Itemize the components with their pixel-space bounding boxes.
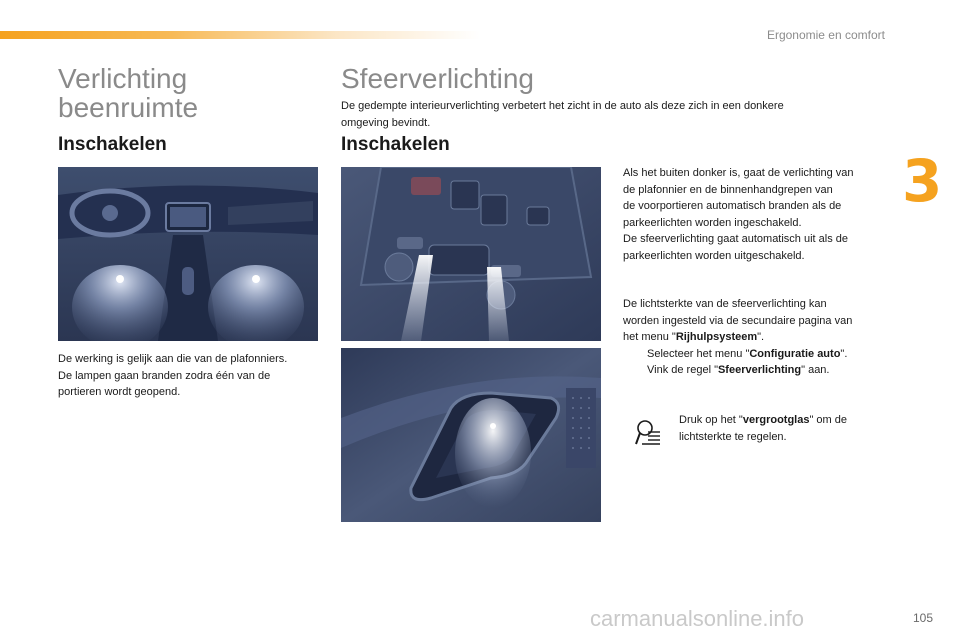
left-caption	[58, 351, 287, 401]
instruction-bullet: Selecteer het menu "Configuratie auto".	[647, 347, 848, 360]
door-handle-illustration	[341, 348, 601, 522]
left-caption-line: De lampen gaan branden zodra één van de	[58, 369, 271, 382]
ceiling-light-illustration	[341, 167, 601, 341]
right-subtitle: Inschakelen	[341, 134, 450, 155]
right-para1-line: De sfeerverlichting gaat automatisch uit als de	[623, 233, 849, 245]
tip-line1: Druk op het "vergrootglas" om de	[679, 414, 848, 426]
page-number: 105	[913, 611, 934, 625]
watermark: carmanualsonline.info	[590, 606, 805, 631]
left-title-line2: beenruimte	[58, 92, 199, 123]
footwell-photo	[58, 167, 318, 341]
right-title: Sfeerverlichting	[341, 63, 534, 94]
section-label: Ergonomie en comfort	[766, 28, 885, 42]
right-intro-line: omgeving bevindt.	[341, 116, 431, 129]
right-para2	[623, 296, 852, 379]
tip-bold: vergrootglas	[742, 414, 810, 426]
right-intro-line: De gedempte interieurverlichting verbetert het zicht in de auto als deze zich in een donkere	[341, 100, 784, 112]
menu-name-bold: Rijhulpsysteem	[675, 331, 758, 343]
right-para1-line: Als het buiten donker is, gaat de verlichting van	[623, 167, 854, 179]
instruction-bullet: Vink de regel "Sfeerverlichting" aan.	[647, 364, 830, 376]
right-para2-menu-line: het menu "Rijhulpsysteem".	[623, 331, 765, 343]
left-subtitle: Inschakelen	[58, 134, 167, 155]
right-para1-line: de plafonnier en de binnenhandgrepen van	[623, 183, 833, 196]
right-intro	[341, 98, 784, 131]
right-para1	[623, 165, 854, 264]
ceiling-light-photo	[341, 167, 601, 341]
tip-line2: lichtsterkte te regelen.	[679, 430, 787, 443]
right-para2-line: worden ingesteld via de secundaire pagina van	[623, 314, 853, 327]
right-para1-line: parkeerlichten worden ingeschakeld.	[623, 216, 802, 229]
door-handle-photo	[341, 348, 601, 522]
footwell-illustration	[58, 167, 318, 341]
left-caption-line: portieren wordt geopend.	[58, 386, 181, 398]
left-title	[58, 64, 198, 122]
tip-text	[679, 412, 847, 445]
chapter-number: 3	[902, 147, 943, 215]
right-para2-line: De lichtsterkte van de sfeerverlichting kan	[623, 298, 827, 310]
right-para1-line: parkeerlichten worden uitgeschakeld.	[623, 249, 805, 262]
left-title-line1: Verlichting	[58, 63, 188, 94]
magnifier-settings-icon	[634, 418, 664, 448]
header-accent-bar	[0, 31, 480, 39]
left-caption-line: De werking is gelijk aan die van de plafonniers.	[58, 353, 288, 365]
right-para1-line: de voorportieren automatisch branden als de	[623, 200, 842, 212]
